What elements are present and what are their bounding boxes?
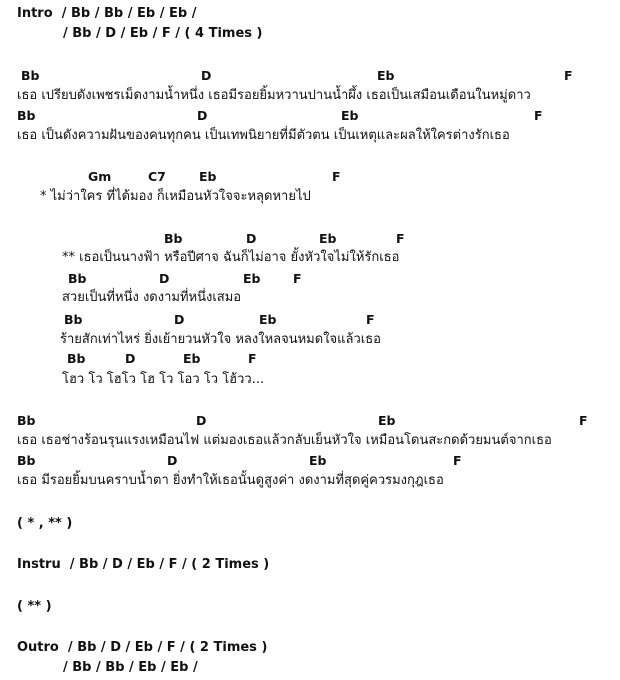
lyric-line: สวยเป็นที่หนึ่ง งดงามที่หนึ่งเสมอ: [62, 290, 242, 305]
lyric-line: ** เธอเป็นนางฟ้า หรือปีศาจ ฉันก็ไม่อาจ ยั้งหัวใจไม่ให้รักเธอ: [62, 250, 400, 265]
chord: Eb: [199, 169, 217, 184]
chord: D: [174, 312, 185, 327]
outro-line-1: Outro / Bb / D / Eb / F / ( 2 Times ): [17, 640, 268, 655]
chord: Bb: [21, 68, 40, 83]
chord: Bb: [67, 351, 86, 366]
chord: Eb: [341, 108, 359, 123]
lyric-line: โฮว โว โฮโว โฮ โว โอว โว โฮ้วว...: [62, 372, 265, 387]
chord: Eb: [243, 271, 261, 286]
lyric-line: * ไม่ว่าใคร ที่ได้มอง ก็เหมือนหัวใจจะหลุดหายไป: [40, 189, 311, 204]
chord: F: [534, 108, 543, 123]
chord: F: [332, 169, 341, 184]
lyric-line: เธอ เป็นดังความฝันของคนทุกคน เป็นเทพนิยายที่มีตัวตน เป็นเหตุและผลให้ใครต่างรักเธอ: [17, 128, 510, 143]
chord: Gm: [88, 169, 112, 184]
lyric-line: เธอ เปรียบดังเพชรเม็ดงามน้ำหนึ่ง เธอมีรอยยิ้มหวานปานน้ำผึ้ง เธอเป็นเสมือนเดือนในหมู่ดาว: [17, 88, 531, 103]
chord: D: [167, 453, 178, 468]
repeat-marker: ( ** ): [17, 599, 52, 614]
chord: F: [453, 453, 462, 468]
chord: F: [293, 271, 302, 286]
chord: Eb: [319, 231, 337, 246]
chord: D: [196, 413, 207, 428]
chord: D: [246, 231, 257, 246]
chord: F: [564, 68, 573, 83]
chord: Eb: [377, 68, 395, 83]
chord: Bb: [64, 312, 83, 327]
chord: D: [197, 108, 208, 123]
repeat-marker: ( * , ** ): [17, 516, 73, 531]
chord: D: [159, 271, 170, 286]
chord: Bb: [68, 271, 87, 286]
lyric-line: เธอ มีรอยยิ้มบนคราบน้ำตา ยิ่งทำให้เธอนั้นดูสูงค่า งดงามที่สุดคู่ควรมงกุฎเธอ: [17, 473, 444, 488]
chord: Eb: [378, 413, 396, 428]
chord: Eb: [183, 351, 201, 366]
chord: C7: [148, 169, 166, 184]
intro-line-2: / Bb / D / Eb / F / ( 4 Times ): [63, 26, 263, 41]
chord: Bb: [17, 108, 36, 123]
chord: F: [366, 312, 375, 327]
chord: D: [201, 68, 212, 83]
lyric-line: เธอ เธอช่างร้อนรุนแรงเหมือนไฟ แต่มองเธอแล้วกลับเย็นหัวใจ เหมือนโดนสะกดด้วยมนต์จากเธอ: [17, 433, 552, 448]
chord: Bb: [17, 453, 36, 468]
chord: Eb: [259, 312, 277, 327]
intro-line-1: Intro / Bb / Bb / Eb / Eb /: [17, 6, 197, 21]
chord: Eb: [309, 453, 327, 468]
lyric-line: ร้ายสักเท่าไหร่ ยิ่งเย้ายวนหัวใจ หลงใหลจนหมดใจแล้วเธอ: [60, 332, 381, 347]
chord: F: [396, 231, 405, 246]
chord: Bb: [17, 413, 36, 428]
chord: Bb: [164, 231, 183, 246]
outro-line-2: / Bb / Bb / Eb / Eb /: [63, 660, 198, 675]
instru-line: Instru / Bb / D / Eb / F / ( 2 Times ): [17, 557, 270, 572]
chord: F: [248, 351, 257, 366]
chord: D: [125, 351, 136, 366]
chord: F: [579, 413, 588, 428]
